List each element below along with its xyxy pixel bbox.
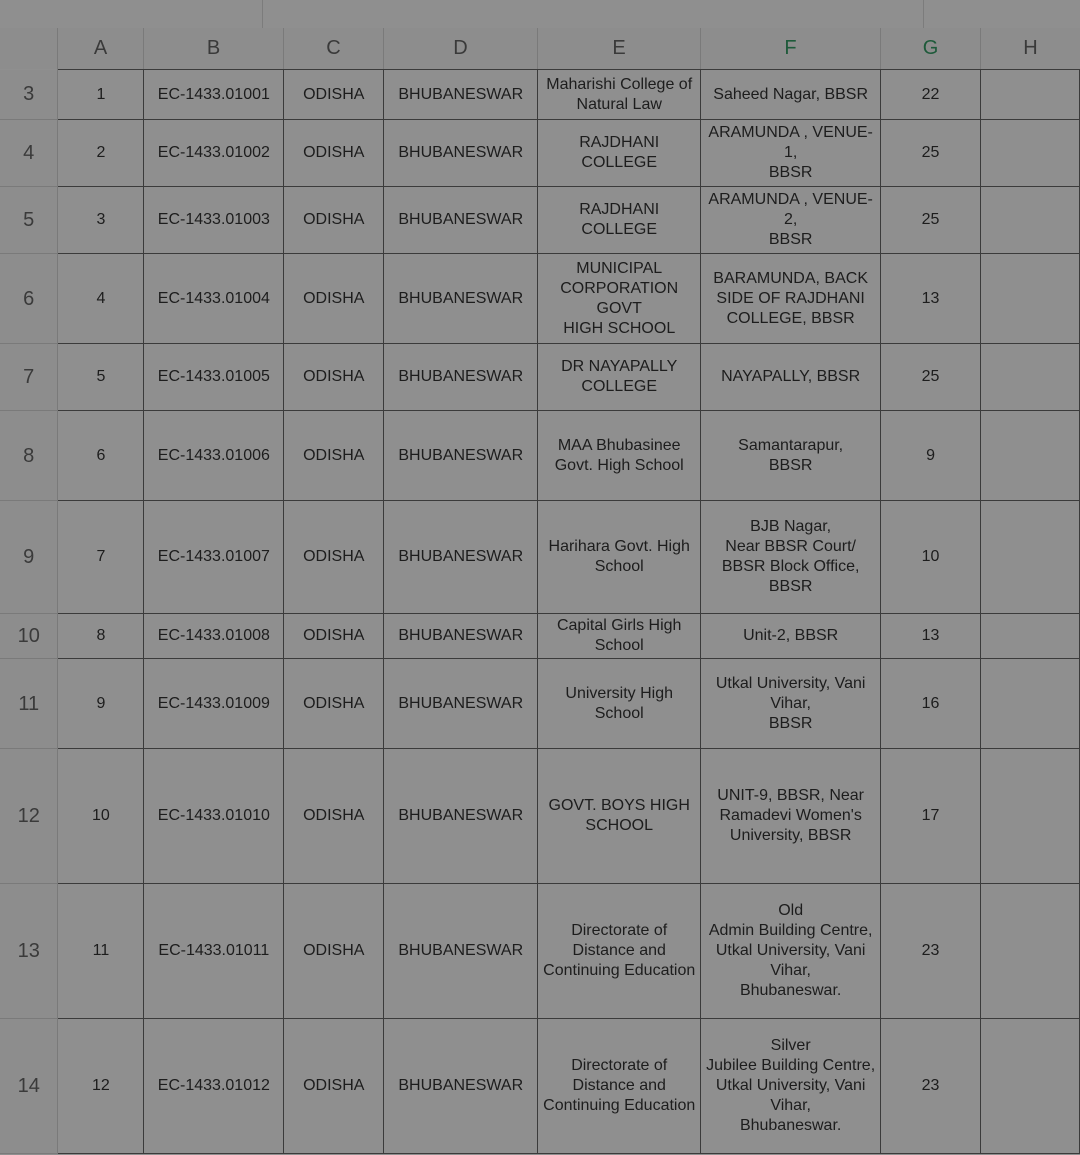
cell-h[interactable] <box>981 70 1080 120</box>
column-header-e[interactable]: E <box>538 28 701 69</box>
cell-f[interactable]: Samantarapur, BBSR <box>701 411 881 501</box>
cell-b[interactable]: EC-1433.01004 <box>144 254 284 344</box>
column-header-b[interactable]: B <box>144 28 284 69</box>
table-row <box>0 120 1080 187</box>
table-row <box>0 749 1080 884</box>
cell-b[interactable]: EC-1433.01011 <box>144 884 284 1019</box>
cell-b[interactable]: EC-1433.01006 <box>144 411 284 501</box>
row-header[interactable]: 6 <box>0 254 58 344</box>
row-header[interactable]: 11 <box>0 659 58 749</box>
cell-d[interactable]: BHUBANESWAR <box>384 70 538 120</box>
cell-h[interactable] <box>981 411 1080 501</box>
cell-e[interactable]: Directorate of Distance and Continuing Education <box>538 884 701 1019</box>
cell-f[interactable]: Unit-2, BBSR <box>701 614 881 659</box>
cell-d[interactable]: BHUBANESWAR <box>384 501 538 614</box>
row-header[interactable]: 14 <box>0 1019 58 1154</box>
cell-d[interactable]: BHUBANESWAR <box>384 344 538 411</box>
cell-c[interactable]: ODISHA <box>284 884 384 1019</box>
cell-c[interactable]: ODISHA <box>284 749 384 884</box>
cell-f[interactable]: Old Admin Building Centre, Utkal University, Vani Vihar, Bhubaneswar. <box>701 884 881 1019</box>
table-row <box>0 659 1080 749</box>
cell-h[interactable] <box>981 187 1080 254</box>
table-row <box>0 501 1080 614</box>
cell-h[interactable] <box>981 120 1080 187</box>
cell-f[interactable]: Saheed Nagar, BBSR <box>701 70 881 120</box>
cell-e[interactable]: Harihara Govt. High School <box>538 501 701 614</box>
cell-a[interactable]: 2 <box>58 120 144 187</box>
row-header[interactable]: 9 <box>0 501 58 614</box>
cell-a[interactable]: 10 <box>58 749 144 884</box>
cell-a[interactable]: 12 <box>58 1019 144 1154</box>
cell-g[interactable]: 13 <box>881 254 981 344</box>
row-header[interactable]: 4 <box>0 120 58 187</box>
cell-g[interactable]: 22 <box>881 70 981 120</box>
table-row <box>0 411 1080 501</box>
cell-c[interactable]: ODISHA <box>284 344 384 411</box>
cell-h[interactable] <box>981 344 1080 411</box>
cell-e[interactable]: DR NAYAPALLY COLLEGE <box>538 344 701 411</box>
cell-e[interactable]: MUNICIPAL CORPORATION GOVT HIGH SCHOOL <box>538 254 701 344</box>
cell-b[interactable]: EC-1433.01003 <box>144 187 284 254</box>
column-header-h[interactable]: H <box>1023 37 1038 59</box>
cell-h[interactable] <box>981 254 1080 344</box>
cell-d[interactable]: BHUBANESWAR <box>384 659 538 749</box>
cell-g[interactable]: 23 <box>881 1019 981 1154</box>
cell-f[interactable]: ARAMUNDA , VENUE-1, BBSR <box>701 120 881 187</box>
cell-h[interactable] <box>981 659 1080 749</box>
cell-c[interactable]: ODISHA <box>284 1019 384 1154</box>
row-header[interactable]: 12 <box>0 749 58 884</box>
cell-c[interactable]: ODISHA <box>284 187 384 254</box>
spreadsheet-grid <box>0 69 1080 1154</box>
column-header-g[interactable]: G <box>881 28 981 69</box>
column-header-d[interactable]: D <box>384 28 538 69</box>
table-row <box>0 614 1080 659</box>
cell-c[interactable]: ODISHA <box>284 70 384 120</box>
cell-h[interactable] <box>981 749 1080 884</box>
table-row <box>0 344 1080 411</box>
cell-f[interactable]: ARAMUNDA , VENUE-2, BBSR <box>701 187 881 254</box>
cell-b[interactable]: EC-1433.01009 <box>144 659 284 749</box>
row-header[interactable]: 3 <box>0 70 58 120</box>
row-header[interactable]: 13 <box>0 884 58 1019</box>
cell-h[interactable] <box>981 884 1080 1019</box>
cell-d[interactable]: BHUBANESWAR <box>384 1019 538 1154</box>
cell-g[interactable]: 23 <box>881 884 981 1019</box>
cell-g[interactable]: 13 <box>881 614 981 659</box>
cell-h[interactable] <box>981 1019 1080 1154</box>
row-header[interactable]: 10 <box>0 614 58 659</box>
cell-e[interactable]: GOVT. BOYS HIGH SCHOOL <box>538 749 701 884</box>
column-header-f[interactable]: F <box>701 28 881 69</box>
cell-g[interactable]: 17 <box>881 749 981 884</box>
cell-b[interactable]: EC-1433.01012 <box>144 1019 284 1154</box>
cell-e[interactable]: RAJDHANI COLLEGE <box>538 187 701 254</box>
cell-h[interactable] <box>981 501 1080 614</box>
cell-g[interactable]: 25 <box>881 120 981 187</box>
cell-b[interactable]: EC-1433.01001 <box>144 70 284 120</box>
column-header-c[interactable]: C <box>284 28 384 69</box>
cell-b[interactable]: EC-1433.01007 <box>144 501 284 614</box>
column-header-a[interactable]: A <box>58 28 144 69</box>
table-row <box>0 254 1080 344</box>
cell-e[interactable]: MAA Bhubasinee Govt. High School <box>538 411 701 501</box>
select-all-corner[interactable] <box>0 28 58 69</box>
cell-a[interactable]: 8 <box>58 614 144 659</box>
cell-h[interactable] <box>981 614 1080 659</box>
cell-c[interactable]: ODISHA <box>284 411 384 501</box>
cell-g[interactable]: 9 <box>881 411 981 501</box>
cell-e[interactable]: RAJDHANI COLLEGE <box>538 120 701 187</box>
cell-a[interactable]: 6 <box>58 411 144 501</box>
cell-a[interactable]: 4 <box>58 254 144 344</box>
cell-b[interactable]: EC-1433.01008 <box>144 614 284 659</box>
cell-f[interactable]: UNIT-9, BBSR, Near Ramadevi Women's University, BBSR <box>701 749 881 884</box>
cell-a[interactable]: 1 <box>58 70 144 120</box>
cell-f[interactable]: BARAMUNDA, BACK SIDE OF RAJDHANI COLLEGE, BBSR <box>701 254 881 344</box>
cell-f[interactable]: Silver Jubilee Building Centre, Utkal University, Vani Vihar, Bhubaneswar. <box>701 1019 881 1154</box>
table-row <box>0 187 1080 254</box>
table-row <box>0 70 1080 120</box>
cell-g[interactable]: 25 <box>881 344 981 411</box>
cell-g[interactable]: 25 <box>881 187 981 254</box>
cell-e[interactable]: University High School <box>538 659 701 749</box>
cell-d[interactable]: BHUBANESWAR <box>384 884 538 1019</box>
cell-b[interactable]: EC-1433.01010 <box>144 749 284 884</box>
table-row <box>0 884 1080 1019</box>
cell-c[interactable]: ODISHA <box>284 254 384 344</box>
table-row <box>0 1019 1080 1154</box>
cell-c[interactable]: ODISHA <box>284 659 384 749</box>
cell-g[interactable]: 10 <box>881 501 981 614</box>
cell-c[interactable]: ODISHA <box>284 501 384 614</box>
cell-c[interactable]: ODISHA <box>284 614 384 659</box>
row-header[interactable]: 8 <box>0 411 58 501</box>
cell-b[interactable]: EC-1433.01005 <box>144 344 284 411</box>
cell-d[interactable]: BHUBANESWAR <box>384 120 538 187</box>
data-table <box>0 69 1080 1154</box>
strip-divider <box>262 0 263 28</box>
cell-d[interactable]: BHUBANESWAR <box>384 749 538 884</box>
cell-b[interactable]: EC-1433.01002 <box>144 120 284 187</box>
row-header[interactable]: 7 <box>0 344 58 411</box>
cell-a[interactable]: 9 <box>58 659 144 749</box>
cell-c[interactable]: ODISHA <box>284 120 384 187</box>
strip-divider <box>923 0 924 28</box>
cell-d[interactable]: BHUBANESWAR <box>384 187 538 254</box>
cell-e[interactable]: Directorate of Distance and Continuing Education <box>538 1019 701 1154</box>
cell-a[interactable]: 7 <box>58 501 144 614</box>
cell-f[interactable]: Utkal University, Vani Vihar, BBSR <box>701 659 881 749</box>
cell-d[interactable]: BHUBANESWAR <box>384 411 538 501</box>
cell-d[interactable]: BHUBANESWAR <box>384 254 538 344</box>
cell-e[interactable]: Capital Girls High School <box>538 614 701 659</box>
cell-a[interactable]: 3 <box>58 187 144 254</box>
row-header[interactable]: 5 <box>0 187 58 254</box>
cell-e[interactable]: Maharishi College of Natural Law <box>538 70 701 120</box>
cell-f[interactable]: BJB Nagar, Near BBSR Court/ BBSR Block Office, BBSR <box>701 501 881 614</box>
cell-a[interactable]: 11 <box>58 884 144 1019</box>
cell-f[interactable]: NAYAPALLY, BBSR <box>701 344 881 411</box>
column-header-bar <box>0 28 1080 69</box>
cell-g[interactable]: 16 <box>881 659 981 749</box>
formula-bar-strip <box>0 0 1080 29</box>
cell-a[interactable]: 5 <box>58 344 144 411</box>
cell-d[interactable]: BHUBANESWAR <box>384 614 538 659</box>
